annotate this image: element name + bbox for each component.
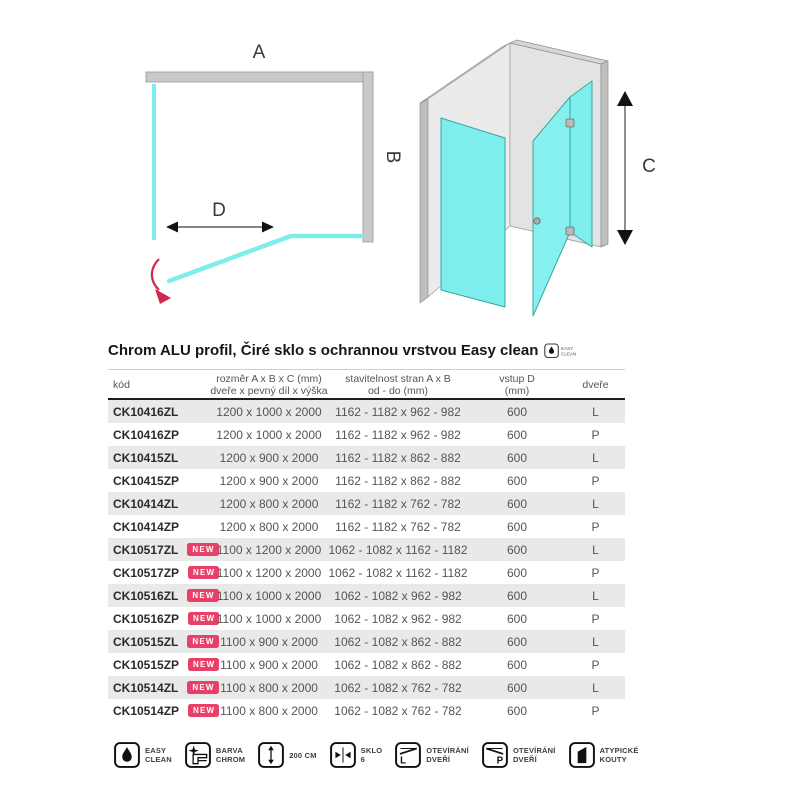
code-cell (108, 703, 216, 718)
code-cell (108, 451, 210, 465)
iso-wall-right-edge (601, 61, 608, 247)
easy-clean-icon (114, 742, 140, 768)
code-cell (108, 588, 215, 603)
plan-wall-a (146, 72, 373, 82)
iso-fixed-glass-left (441, 118, 505, 307)
adjustability-cell: 1162 - 1182 x 862 - 882 (335, 450, 461, 465)
product-code: CK10514ZL (113, 680, 179, 695)
entry-width-cell: 600 (506, 542, 528, 557)
entry-width-cell: 600 (506, 565, 528, 580)
product-code: CK10414ZL (113, 496, 179, 511)
product-code: CK10415ZP (113, 473, 180, 488)
adjustability-cell: 1062 - 1082 x 1162 - 1182 (328, 565, 468, 580)
adjustability-cell: 1062 - 1082 x 762 - 782 (334, 680, 462, 695)
svg-text:CLEAN: CLEAN (561, 351, 577, 357)
adjustability-cell: 1062 - 1082 x 962 - 982 (334, 588, 462, 603)
door-side-cell: L (592, 634, 599, 649)
table-row (108, 492, 625, 515)
code-cell (108, 542, 215, 557)
new-badge: NEW (187, 681, 218, 694)
plan-wall-b (363, 72, 373, 242)
door-side-cell: P (591, 519, 600, 534)
code-cell (108, 497, 210, 511)
new-badge: NEW (187, 635, 218, 648)
title-divider (108, 369, 625, 370)
new-badge: NEW (187, 543, 218, 556)
entry-width-cell: 600 (506, 450, 528, 465)
door-hinge-bottom (566, 227, 574, 235)
legend-item-height (258, 742, 316, 768)
code-cell (108, 565, 216, 580)
plan-d-arrowhead-left (166, 222, 178, 233)
adjustability-cell: 1062 - 1082 x 962 - 982 (334, 611, 462, 626)
entry-width-cell: 600 (506, 634, 528, 649)
svg-text:L: L (400, 755, 407, 767)
table-header-row (108, 373, 625, 400)
door-side-cell: L (592, 450, 599, 465)
door-opening-left-icon (395, 742, 421, 768)
dimensions-cell: 1100 x 1000 x 2000 (216, 611, 322, 626)
atypical-corners-icon (569, 742, 595, 768)
door-side-cell: P (591, 703, 600, 718)
table-row (108, 630, 625, 653)
code-cell (108, 428, 210, 442)
product-code: CK10517ZP (113, 565, 180, 580)
chrome-color-icon (185, 742, 211, 768)
door-side-cell: P (591, 565, 600, 580)
adjustability-cell: 1162 - 1182 x 962 - 982 (335, 404, 461, 419)
easy-clean-title-icon (544, 343, 590, 359)
new-badge: NEW (187, 589, 218, 602)
dimensions-cell: 1100 x 900 x 2000 (220, 657, 318, 672)
adjustability-cell: 1062 - 1082 x 1162 - 1182 (328, 542, 468, 557)
table-row (108, 607, 625, 630)
product-code: CK10517ZL (113, 542, 179, 557)
entry-width-cell: 600 (506, 496, 528, 511)
legend-label: SKLO (360, 746, 383, 755)
table-row (108, 653, 625, 676)
code-cell (108, 634, 215, 649)
legend-label: DVEŘÍ (426, 755, 451, 764)
dimensions-cell: 1100 x 1000 x 2000 (216, 588, 322, 603)
entry-width-cell: 600 (506, 427, 528, 442)
drop-icon (549, 346, 554, 353)
door-side-cell: P (591, 427, 600, 442)
new-badge: NEW (188, 612, 219, 625)
product-code: CK10514ZP (113, 703, 180, 718)
table-row (108, 446, 625, 469)
iso-view-diagram (420, 40, 656, 316)
entry-width-cell: 600 (506, 703, 528, 718)
code-cell (108, 520, 210, 534)
iso-fixed-glass-right (570, 81, 592, 247)
plan-view-diagram (146, 42, 403, 304)
door-side-cell: L (592, 588, 599, 603)
dimensions-cell: 1100 x 1200 x 2000 (216, 542, 322, 557)
product-code: CK10516ZP (113, 611, 180, 626)
dimensions-cell: 1100 x 800 x 2000 (220, 703, 318, 718)
legend-label: BARVA (215, 746, 243, 755)
legend-item-sklo (330, 742, 383, 768)
dimensions-cell: 1200 x 900 x 2000 (219, 473, 319, 488)
iso-wall-left-edge (420, 99, 428, 303)
door-side-cell: P (591, 657, 600, 672)
legend-label: ATYPICKÉ (599, 746, 639, 755)
table-body (108, 400, 625, 722)
iso-c-arrowhead-bottom (617, 230, 633, 245)
entry-width-cell: 600 (506, 611, 528, 626)
code-cell (108, 680, 215, 695)
entry-width-cell: 600 (506, 519, 528, 534)
new-badge: NEW (188, 658, 219, 671)
header-vstup: vstup D (mm) (499, 373, 535, 397)
legend-row (114, 742, 639, 768)
table-row (108, 400, 625, 423)
glass-thickness-icon (330, 742, 356, 768)
legend-item-barva-chrom (185, 742, 245, 768)
diagrams-area (0, 0, 800, 340)
section-title-row (108, 342, 590, 359)
table-row (108, 423, 625, 446)
legend-label: CLEAN (145, 755, 172, 764)
table-row (108, 469, 625, 492)
dimensions-cell: 1200 x 800 x 2000 (219, 496, 319, 511)
legend-item-atypicke (569, 742, 639, 768)
iso-label-c: C (642, 156, 656, 177)
table-row (108, 676, 625, 699)
door-side-cell: L (592, 496, 599, 511)
door-side-cell: L (592, 680, 599, 695)
adjustability-cell: 1162 - 1182 x 762 - 782 (335, 519, 461, 534)
header-rozmer: rozměr A x B x C (mm) dveře x pevný díl x výška (210, 373, 328, 397)
product-code: CK10516ZL (113, 588, 179, 603)
door-side-cell: L (592, 542, 599, 557)
legend-label: 200 CM (289, 750, 317, 760)
page-title: Chrom ALU profil, Čiré sklo s ochrannou vrstvou Easy clean (108, 342, 539, 359)
adjustability-cell: 1062 - 1082 x 862 - 882 (334, 634, 462, 649)
entry-width-cell: 600 (506, 473, 528, 488)
dimensions-cell: 1200 x 1000 x 2000 (216, 404, 322, 419)
adjustability-cell: 1062 - 1082 x 862 - 882 (334, 657, 462, 672)
legend-label: KOUTY (599, 755, 627, 764)
adjustability-cell: 1162 - 1182 x 962 - 982 (335, 427, 461, 442)
header-stavitelnost: stavitelnost stran A x B od - do (mm) (345, 373, 451, 397)
product-code: CK10415ZL (113, 450, 179, 465)
plan-label-d: D (212, 200, 226, 221)
legend-label: CHROM (215, 755, 246, 764)
table-row (108, 538, 625, 561)
table-row (108, 515, 625, 538)
table-row (108, 561, 625, 584)
dimensions-cell: 1100 x 1200 x 2000 (216, 565, 322, 580)
plan-label-a: A (252, 42, 266, 63)
dimensions-cell: 1200 x 1000 x 2000 (216, 427, 322, 442)
header-dvere: dveře (582, 378, 609, 391)
entry-width-cell: 600 (506, 404, 528, 419)
product-table (108, 373, 625, 722)
entry-width-cell: 600 (506, 657, 528, 672)
entry-width-cell: 600 (506, 680, 528, 695)
legend-label: OTEVÍRÁNÍ (512, 746, 556, 755)
table-row (108, 584, 625, 607)
adjustability-cell: 1162 - 1182 x 762 - 782 (335, 496, 461, 511)
product-code: CK10515ZP (113, 657, 180, 672)
table-row (108, 699, 625, 722)
adjustability-cell: 1062 - 1082 x 762 - 782 (334, 703, 462, 718)
door-swing-arrowhead (155, 289, 171, 304)
door-knob (534, 218, 540, 224)
legend-item-door-right (482, 742, 556, 768)
code-cell (108, 405, 210, 419)
entry-width-cell: 600 (506, 588, 528, 603)
legend-item-easy-clean (114, 742, 172, 768)
adjustability-cell: 1162 - 1182 x 862 - 882 (335, 473, 461, 488)
door-side-cell: P (591, 473, 600, 488)
legend-label: DVEŘÍ (512, 755, 537, 764)
new-badge: NEW (188, 566, 219, 579)
header-kod: kód (113, 378, 130, 391)
product-code: CK10414ZP (113, 519, 180, 534)
door-side-cell: L (592, 404, 599, 419)
product-code: CK10515ZL (113, 634, 179, 649)
iso-c-arrowhead-top (617, 91, 633, 106)
legend-label: OTEVÍRÁNÍ (426, 746, 469, 755)
plan-open-door (169, 236, 291, 281)
door-opening-right-icon (482, 742, 508, 768)
code-cell (108, 657, 216, 672)
product-code: CK10416ZL (113, 404, 179, 419)
dimensions-cell: 1100 x 800 x 2000 (220, 680, 318, 695)
plan-label-b: B (381, 150, 403, 164)
dimensions-cell: 1200 x 800 x 2000 (219, 519, 319, 534)
legend-label: EASY (145, 746, 167, 755)
height-icon (258, 742, 284, 768)
new-badge: NEW (188, 704, 219, 717)
legend-label: 6 (360, 755, 366, 764)
plan-d-arrowhead-right (262, 222, 274, 233)
product-code: CK10416ZP (113, 427, 180, 442)
door-swing-arrow (152, 259, 159, 290)
door-side-cell: P (591, 611, 600, 626)
legend-item-door-left (395, 742, 469, 768)
code-cell (108, 474, 210, 488)
svg-text:EASY: EASY (561, 345, 574, 351)
dimensions-cell: 1100 x 900 x 2000 (220, 634, 318, 649)
door-hinge-top (566, 119, 574, 127)
code-cell (108, 611, 216, 626)
dimensions-cell: 1200 x 900 x 2000 (219, 450, 319, 465)
svg-text:P: P (496, 755, 504, 767)
